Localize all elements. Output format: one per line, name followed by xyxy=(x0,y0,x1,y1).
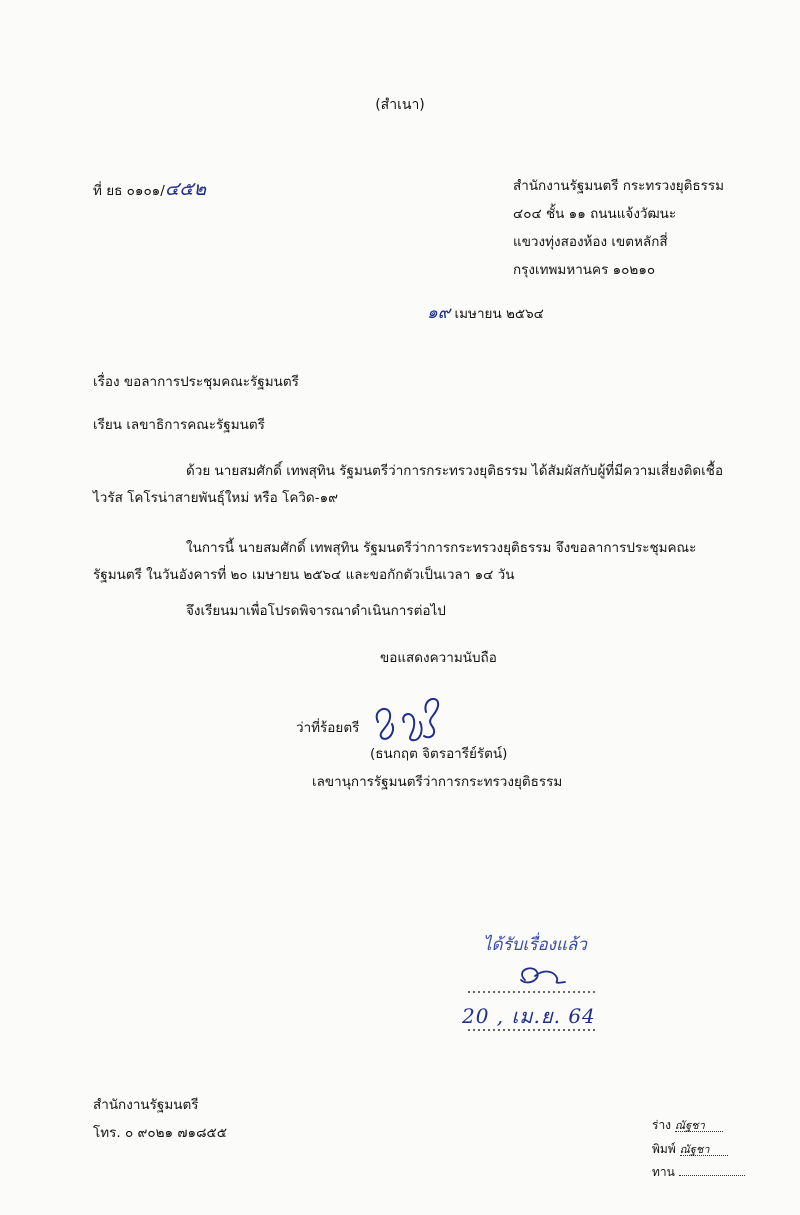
address-line-4: กรุงเทพมหานคร ๑๐๒๑๐ xyxy=(513,262,656,278)
recipient-label: เรียน xyxy=(93,417,123,433)
stamp-dotted-line xyxy=(468,988,598,996)
document-number xyxy=(93,180,206,199)
document-number-prefix: ที่ ยธ ๐๑๐๑/ xyxy=(93,183,165,199)
draft-note-label: พิมพ์ xyxy=(652,1142,676,1156)
closing-text: ขอแสดงความนับถือ xyxy=(380,650,497,666)
draft-note-label: ร่าง xyxy=(652,1118,672,1132)
draft-note-row xyxy=(652,1166,745,1178)
signer-rank: ว่าที่ร้อยตรี xyxy=(296,720,360,736)
subject-line xyxy=(93,376,299,390)
paragraph-1-text: ด้วย นายสมศักดิ์ เทพสุทิน รัฐมนตรีว่าการกระทรวงยุติธรรม ได้สัมผัสกับผู้ที่มีความเสี่ยงติดเชื้อไวรัส โคโรน่าสายพันธุ์ใหม่ หรือ โควิด-๑๙ xyxy=(93,463,724,506)
draft-note-label: ทาน xyxy=(652,1165,675,1179)
handwritten-signature xyxy=(368,692,458,744)
draft-note-row xyxy=(652,1143,728,1156)
footer-office: สำนักงานรัฐมนตรี xyxy=(93,1097,199,1113)
letter-date xyxy=(427,305,544,322)
receiver-initials xyxy=(505,962,575,990)
recipient-line xyxy=(93,419,265,433)
received-date-handwritten: 20 , เม.ย. 64 xyxy=(462,1004,596,1028)
paragraph-2-text: ในการนี้ นายสมศักดิ์ เทพสุทิน รัฐมนตรีว่าการกระทรวงยุติธรรม จึงขอลาการประชุมคณะรัฐมนตรี ในวันอังคารที่ ๒๐ เมษายน ๒๕๖๔ และขอกักตัวเป็นเวลา ๑๔ วัน xyxy=(93,540,697,583)
address-line-1: สำนักงานรัฐมนตรี กระทรวงยุติธรรม xyxy=(513,178,725,194)
footer-phone: โทร. ๐ ๙๐๒๑ ๗๑๘๕๕ xyxy=(93,1125,227,1141)
draft-note-value: ณัฐชา xyxy=(675,1119,723,1132)
subject-text: ขอลาการประชุมคณะรัฐมนตรี xyxy=(123,374,299,390)
body-paragraph-3 xyxy=(93,598,733,625)
subject-label: เรื่อง xyxy=(93,374,120,390)
address-line-2: ๔๐๔ ชั้น ๑๑ ถนนแจ้งวัฒนะ xyxy=(513,206,677,222)
body-paragraph-1 xyxy=(93,458,733,512)
draft-note-value xyxy=(679,1175,745,1176)
draft-note-value: ณัฐชา xyxy=(680,1143,728,1156)
document-number-handwritten: ๔๕๒ xyxy=(164,178,207,200)
signer-name: (ธนกฤต จิตรอารีย์รัตน์) xyxy=(370,746,508,762)
copy-mark: (สำเนา) xyxy=(375,97,425,113)
date-day-handwritten: ๑๙ xyxy=(427,303,451,323)
draft-note-row xyxy=(652,1119,723,1132)
received-stamp-label: ได้รับเรื่องแล้ว xyxy=(483,935,587,955)
paragraph-3-text: จึงเรียนมาเพื่อโปรดพิจารณาดำเนินการต่อไป xyxy=(186,603,446,619)
address-line-3: แขวงทุ่งสองห้อง เขตหลักสี่ xyxy=(513,234,668,250)
body-paragraph-2 xyxy=(93,535,733,589)
date-month-year: เมษายน ๒๕๖๔ xyxy=(454,306,544,322)
recipient-text: เลขาธิการคณะรัฐมนตรี xyxy=(126,417,265,433)
signer-title: เลขานุการรัฐมนตรีว่าการกระทรวงยุติธรรม xyxy=(312,774,563,790)
stamp-date-dotted-line xyxy=(468,1026,598,1034)
